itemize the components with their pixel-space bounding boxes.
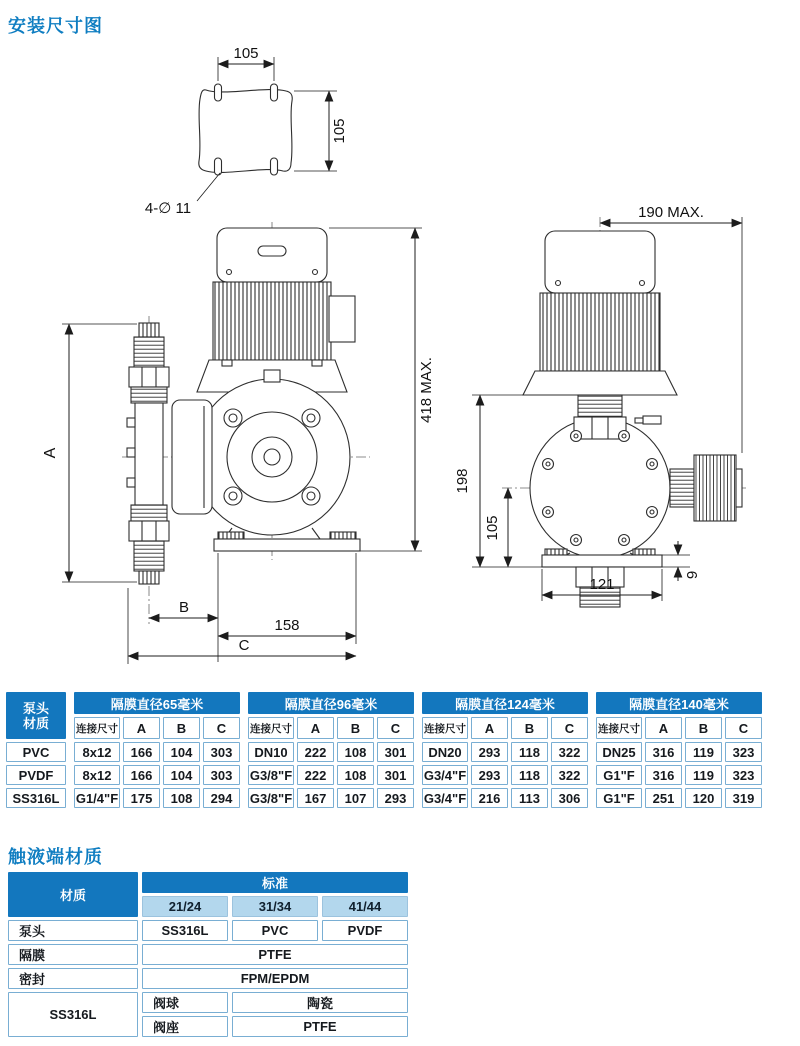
data-cell: G3/8"F: [248, 765, 294, 785]
data-cell: 108: [163, 788, 200, 808]
data-cell: 323: [725, 765, 762, 785]
vent-valve: [635, 418, 643, 423]
material-label: PVC: [6, 742, 66, 762]
stroke-knob: [694, 455, 736, 521]
valve-tip: [139, 323, 159, 337]
motor-eye: [258, 246, 286, 256]
data-cell: 陶瓷: [232, 992, 408, 1013]
data-cell: DN25: [596, 742, 642, 762]
column-header: 31/34: [232, 896, 318, 917]
data-cell: 167: [297, 788, 334, 808]
data-cell: G3/4"F: [422, 765, 468, 785]
plate-outline: [199, 90, 292, 173]
data-cell: 294: [203, 788, 240, 808]
data-cell: 293: [471, 765, 508, 785]
subheader-cell: C: [551, 717, 588, 739]
motor-fan-cover: [545, 231, 655, 293]
data-cell: DN20: [422, 742, 468, 762]
dim-190-label: 190 MAX.: [638, 204, 704, 221]
data-cell: G1"F: [596, 788, 642, 808]
mounting-plate-drawing: [140, 44, 350, 216]
motor-junction-box: [329, 296, 355, 342]
data-cell: 293: [377, 788, 414, 808]
base-plate: [214, 539, 360, 551]
data-cell: G3/8"F: [248, 788, 294, 808]
base-plate: [542, 555, 662, 567]
column-header: 41/44: [322, 896, 408, 917]
data-cell: PTFE: [232, 1016, 408, 1037]
subheader-cell: A: [297, 717, 334, 739]
data-cell: 118: [511, 742, 548, 762]
dim-121-label: 121: [589, 576, 615, 593]
mount-slot: [271, 84, 278, 101]
row-label: 泵头: [8, 920, 138, 941]
data-cell: PTFE: [142, 944, 408, 965]
data-cell: 118: [511, 765, 548, 785]
data-cell: 251: [645, 788, 682, 808]
mount-slot: [215, 84, 222, 101]
group-header: 隔膜直径140毫米: [596, 692, 762, 714]
motor-fins: [540, 293, 660, 371]
data-cell: 108: [337, 765, 374, 785]
base-pad: [218, 532, 244, 539]
data-cell: PVC: [232, 920, 318, 941]
discharge-thread: [578, 395, 622, 417]
subheader-cell: C: [203, 717, 240, 739]
valve-tab: [127, 478, 135, 487]
motor-flange: [523, 371, 677, 395]
stroke-knob-cap: [736, 469, 742, 507]
dimension-table: [6, 692, 762, 808]
material-corner-header: 材质: [8, 872, 138, 917]
data-cell: 222: [297, 765, 334, 785]
valve-union: [131, 505, 167, 521]
data-cell: G1/4"F: [74, 788, 120, 808]
subheader-cell: B: [337, 717, 374, 739]
row-label: 阀座: [142, 1016, 228, 1037]
row-label: 密封: [8, 968, 138, 989]
subheader-cell: C: [377, 717, 414, 739]
cover-hole: [227, 270, 232, 275]
data-cell: 166: [123, 765, 160, 785]
diaphragm-group-65: [74, 692, 240, 808]
data-cell: 166: [123, 742, 160, 762]
data-cell: 113: [511, 788, 548, 808]
group-header: 隔膜直径65毫米: [74, 692, 240, 714]
data-cell: DN10: [248, 742, 294, 762]
valve-tip: [139, 571, 159, 584]
data-cell: 104: [163, 765, 200, 785]
cover-hole: [640, 281, 645, 286]
top-plug: [264, 370, 280, 382]
data-cell: 293: [471, 742, 508, 762]
base-pad: [545, 549, 567, 555]
data-cell: 222: [297, 742, 334, 762]
data-cell: 104: [163, 742, 200, 762]
valve-hex-nut: [129, 367, 169, 387]
subheader-cell: 连接尺寸: [248, 717, 294, 739]
subheader-cell: 连接尺寸: [422, 717, 468, 739]
section-title-wetted-materials: 触液端材质: [8, 847, 103, 867]
data-cell: 119: [685, 742, 722, 762]
data-cell: 301: [377, 742, 414, 762]
plate-width-label: 105: [233, 45, 259, 62]
dim-198-label: 198: [454, 468, 471, 494]
data-cell: 120: [685, 788, 722, 808]
mount-slot: [215, 158, 222, 175]
data-cell: 316: [645, 765, 682, 785]
data-cell: 8x12: [74, 765, 120, 785]
diaphragm-group-124: [422, 692, 588, 808]
subheader-cell: B: [685, 717, 722, 739]
data-cell: 175: [123, 788, 160, 808]
subheader-cell: A: [123, 717, 160, 739]
dim-158-label: 158: [274, 617, 300, 634]
base-pad: [330, 532, 356, 539]
pump-side-view-drawing: [450, 203, 800, 615]
valve-tab: [127, 448, 135, 457]
flange-bolt: [222, 360, 232, 366]
valve-thread: [134, 541, 164, 571]
material-label: PVDF: [6, 765, 66, 785]
mount-slot: [271, 158, 278, 175]
dim-b-label: B: [178, 599, 190, 616]
dim-a-label: A: [42, 447, 59, 459]
subheader-cell: B: [163, 717, 200, 739]
group-header: 隔膜直径96毫米: [248, 692, 414, 714]
data-cell: 301: [377, 765, 414, 785]
dim-9-label: 9: [684, 570, 701, 580]
data-cell: 303: [203, 765, 240, 785]
data-cell: SS316L: [8, 992, 138, 1037]
data-cell: 323: [725, 742, 762, 762]
valve-union: [131, 387, 167, 403]
diaphragm-group-96: [248, 692, 414, 808]
subheader-cell: A: [645, 717, 682, 739]
group-header: 隔膜直径124毫米: [422, 692, 588, 714]
subheader-cell: 连接尺寸: [596, 717, 642, 739]
subheader-cell: C: [725, 717, 762, 739]
dim-105-label: 105: [484, 515, 501, 541]
row-label: 隔膜: [8, 944, 138, 965]
data-cell: G1"F: [596, 765, 642, 785]
flange-bolt: [312, 360, 322, 366]
data-cell: SS316L: [142, 920, 228, 941]
pump-front-view-drawing: [22, 220, 442, 668]
table-corner-header: 泵头 材质: [6, 692, 66, 739]
diaphragm-group-140: [596, 692, 762, 808]
dim-c-label: C: [238, 637, 250, 654]
valve-thread: [134, 337, 164, 367]
cover-hole: [556, 281, 561, 286]
plate-holes-label: 4-∅ 11: [144, 200, 192, 217]
dim-418-label: 418 MAX.: [418, 357, 435, 423]
motor-fins: [213, 282, 331, 360]
data-cell: FPM/EPDM: [142, 968, 408, 989]
data-cell: 119: [685, 765, 722, 785]
pump-head: [172, 400, 212, 514]
data-cell: 108: [337, 742, 374, 762]
subheader-cell: A: [471, 717, 508, 739]
data-cell: 306: [551, 788, 588, 808]
data-cell: G3/4"F: [422, 788, 468, 808]
row-label: 阀球: [142, 992, 228, 1013]
vent-valve: [643, 416, 661, 424]
valve-tab: [127, 418, 135, 427]
material-label: SS316L: [6, 788, 66, 808]
material-column: [6, 692, 66, 808]
data-cell: 303: [203, 742, 240, 762]
cover-hole: [313, 270, 318, 275]
data-cell: 8x12: [74, 742, 120, 762]
valve-body: [135, 403, 163, 505]
data-cell: 322: [551, 765, 588, 785]
data-cell: 216: [471, 788, 508, 808]
stroke-shaft: [670, 469, 694, 507]
valve-hex-nut: [129, 521, 169, 541]
data-cell: PVDF: [322, 920, 408, 941]
page-title: 安装尺寸图: [8, 16, 103, 36]
plate-height-label: 105: [331, 118, 348, 144]
subheader-cell: 连接尺寸: [74, 717, 120, 739]
data-cell: 322: [551, 742, 588, 762]
subheader-cell: B: [511, 717, 548, 739]
data-cell: 107: [337, 788, 374, 808]
standard-header: 标准: [142, 872, 408, 893]
data-cell: 316: [645, 742, 682, 762]
wetted-material-table: [8, 872, 408, 1037]
column-header: 21/24: [142, 896, 228, 917]
base-pad: [633, 549, 655, 555]
data-cell: 319: [725, 788, 762, 808]
